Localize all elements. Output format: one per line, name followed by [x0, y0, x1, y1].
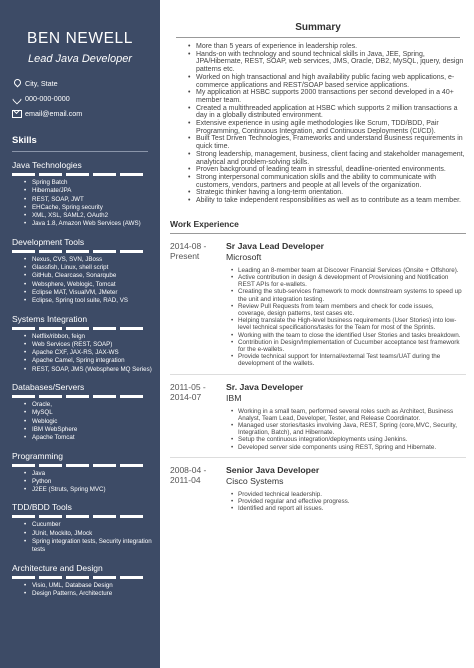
skill-item: • Apache CXF, JAX-RS, JAX-WS [24, 349, 160, 357]
job-title: Senior Java Developer [226, 464, 320, 475]
phone-row [12, 91, 160, 106]
skill-level-segment [12, 576, 35, 579]
skill-item: • IBM WebSphere [24, 426, 160, 434]
skill-level-segment [39, 250, 62, 253]
summary-item: • Ability to take independent responsibilities as well as to contribute as a team member. [196, 197, 466, 205]
skill-items [24, 401, 160, 442]
job-company: IBM [226, 392, 242, 403]
skill-items [24, 256, 160, 306]
summary-divider [176, 37, 460, 38]
skill-item: • EHCache, Spring security [24, 204, 160, 212]
skill-group [12, 563, 160, 599]
skill-level-bar [12, 327, 160, 330]
job-duty: • Working with the team to close the identified User Stories and tasks breakdown. [238, 332, 462, 339]
skill-item: • Apache Camel, Spring integration [24, 357, 160, 365]
summary-item: • Built Test Driven Technologies, Frameworks and understand Business requirements in quick time. [196, 135, 466, 150]
skill-level-segment [12, 395, 35, 398]
skill-level-segment [120, 173, 143, 176]
candidate-headline: Lead Java Developer [28, 53, 132, 65]
skill-group [12, 382, 160, 442]
skill-item: • Nexus, CVS, SVN, JBoss [24, 256, 160, 264]
skill-level-segment [120, 464, 143, 467]
location-row [12, 76, 160, 91]
skills-divider [12, 151, 148, 152]
skill-level-segment [39, 576, 62, 579]
job-body [226, 241, 462, 368]
skill-level-segment [120, 515, 143, 518]
job-duties [238, 267, 462, 368]
job-title: Sr Java Lead Developer [226, 240, 325, 251]
candidate-name: BEN NEWELL [27, 30, 133, 47]
summary-item: • Worked on high transactional and high availability public facing web applications, e-commerce applications and REST/SOAP based service applications. [196, 74, 466, 89]
skill-item: • Spring integration tests, Security integration tests [24, 538, 160, 555]
skill-item: • Eclipse, Spring tool suite, RAD, VS [24, 297, 160, 305]
email-text[interactable]: email@email.com [25, 109, 83, 118]
skill-group [12, 237, 160, 306]
skill-group [12, 160, 160, 229]
skill-level-segment [66, 515, 89, 518]
job-dates: 2011-05 - 2014-07 [170, 381, 206, 402]
phone-text: 000-000-0000 [25, 94, 70, 103]
skill-level-segment [120, 395, 143, 398]
skill-group [12, 314, 160, 374]
skill-level-segment [12, 464, 35, 467]
sidebar [0, 0, 160, 668]
skill-item: • Visio, UML, Database Design [24, 582, 160, 590]
skill-level-segment [66, 327, 89, 330]
skill-level-bar [12, 250, 160, 253]
job-duties [238, 408, 462, 451]
job-duty: • Developed server side components using REST, Spring and Hibernate. [238, 444, 462, 451]
job-duty: • Active contribution in design & development of Provisioning and Notification REST APIs for e-wallets. [238, 274, 462, 288]
skill-level-bar [12, 173, 160, 176]
skill-group-name: TDD/BDD Tools [12, 502, 72, 513]
skill-item: • GitHub, Clearcase, Sonarqube [24, 272, 160, 280]
job-duty: • Contribution in Design/Implementation of Cucumber acceptance test framework for the e-wallets. [238, 339, 462, 353]
job-duty: • Setup the continuous integration/deployments using Jenkins. [238, 436, 462, 443]
skill-items [24, 521, 160, 554]
skill-level-segment [66, 576, 89, 579]
job-duties [238, 491, 462, 513]
summary-item: • Hands-on with technology and sound technical skills in Java, JEE, Spring, JPA/Hibernate, REST, SOAP, web services, JMS, Oracle, DB2, MySQL, jquery, design patterns etc. [196, 51, 466, 74]
summary-item: • Extensive experience in using agile methodologies like Scrum, TDD/BDD, Pair Programming, Continuous Integration, and Continuous Deployments (CI/CD). [196, 120, 466, 135]
summary-heading: Summary [295, 22, 341, 33]
skill-level-bar [12, 395, 160, 398]
skill-item: • MySQL [24, 409, 160, 417]
skill-item: • Spring Batch [24, 179, 160, 187]
job-dates: 2014-08 - Present [170, 240, 207, 261]
summary-item: • More than 5 years of experience in leadership roles. [196, 43, 466, 51]
skill-item: • REST, SOAP, JMS (Websphere MQ Series) [24, 366, 160, 374]
skill-level-segment [93, 464, 116, 467]
skill-level-bar [12, 464, 160, 467]
skill-level-segment [39, 395, 62, 398]
skill-items [24, 470, 160, 495]
job-company: Cisco Systems [226, 475, 284, 486]
job-entry [170, 241, 466, 368]
job-entry [170, 382, 466, 451]
summary-item: • My application at HSBC supports 2000 transactions per second developed in a 40+ member team. [196, 89, 466, 104]
skill-item: • Weblogic [24, 418, 160, 426]
phone-icon [12, 94, 21, 103]
job-duty: • Identified and report all issues. [238, 505, 462, 512]
skill-item: • Python [24, 478, 160, 486]
job-list [170, 241, 466, 513]
job-duty: • Provided technical leadership. [238, 491, 462, 498]
skill-item: • Java [24, 470, 160, 478]
job-duty: • Helping translate the High-level business requirements (User Stories) into low-level technical specifications/tasks for the Team for most of the Sprints. [238, 317, 462, 331]
skill-item: • Apache Tomcat [24, 434, 160, 442]
skill-item: • Eclipse MAT, VisualVM, JMeter [24, 289, 160, 297]
skill-item: • Web Services (REST, SOAP) [24, 341, 160, 349]
skill-level-segment [39, 173, 62, 176]
work-experience-divider [170, 233, 466, 234]
skill-level-segment [93, 395, 116, 398]
skill-level-segment [66, 464, 89, 467]
job-title: Sr. Java Developer [226, 381, 304, 392]
skill-item: • Oracle, [24, 401, 160, 409]
skill-group-name: Architecture and Design [12, 562, 103, 573]
skill-item: • Java 1.8, Amazon Web Services (AWS) [24, 220, 160, 228]
job-duty: • Creating the stub-services framework to mock downstream systems to speed up the unit and integration testing. [238, 288, 462, 302]
skill-item: • J2EE (Struts, Spring MVC) [24, 486, 160, 494]
skill-items [24, 333, 160, 374]
skill-group-name: Databases/Servers [12, 382, 85, 393]
skill-level-segment [120, 250, 143, 253]
summary-item: • Proven background of leading team in stressful, deadline-oriented environments. [196, 166, 466, 174]
job-duty: • Managed user stories/tasks involving Java, REST, Spring (core,MVC, Security, Integration, Batch), and Hibernate. [238, 422, 462, 436]
skill-level-segment [12, 327, 35, 330]
skill-item: • Netflix/ribbon, feign [24, 333, 160, 341]
summary-item: • Strong interpersonal communication skills and the ability to communicate with customers, vendors, partners and people at all levels of the organization. [196, 174, 466, 189]
email-icon [12, 109, 21, 118]
job-duty: • Leading an 8-member team at Discover Financial Services (Onsite + Offshore). [238, 267, 462, 274]
skill-level-segment [66, 395, 89, 398]
work-experience-heading: Work Experience [170, 218, 239, 229]
skill-item: • Design Patterns, Architecture [24, 590, 160, 598]
location-text: City, State [25, 79, 58, 88]
skill-item: • JUnit, Mockito, JMock [24, 530, 160, 538]
job-entry [170, 465, 466, 513]
job-body [226, 382, 462, 451]
job-separator [170, 374, 466, 375]
skill-item: • XML, XSL, SAML2, OAuth2 [24, 212, 160, 220]
summary-item: • Strategic thinker having a long-term orientation. [196, 189, 466, 197]
skill-level-segment [39, 464, 62, 467]
skill-level-bar [12, 576, 160, 579]
skill-level-segment [66, 250, 89, 253]
summary-item: • Strong leadership, management, business, client facing and stakeholder management, analytical and problem-solving skills. [196, 151, 466, 166]
skill-item: • Glassfish, Linux, shell script [24, 264, 160, 272]
skill-level-segment [93, 576, 116, 579]
skill-level-segment [39, 515, 62, 518]
skill-group-name: Development Tools [12, 236, 85, 247]
skill-level-segment [120, 327, 143, 330]
skill-group [12, 451, 160, 495]
skill-level-bar [12, 515, 160, 518]
job-duty: • Provided regular and effective progress. [238, 498, 462, 505]
skill-level-segment [93, 515, 116, 518]
skill-level-segment [93, 327, 116, 330]
skill-items [24, 582, 160, 599]
job-separator [170, 457, 466, 458]
job-company: Microsoft [226, 251, 262, 262]
skill-level-segment [12, 173, 35, 176]
job-body [226, 465, 462, 513]
skill-item: • REST, SOAP, JWT [24, 196, 160, 204]
email-row[interactable] [12, 106, 160, 121]
skill-group-name: Systems Integration [12, 313, 88, 324]
skill-level-segment [120, 576, 143, 579]
job-duty: • Working in a small team, performed several roles such as Architect, Business Analyst, Team Lead, Developer, Tester, and Release Coordinator. [238, 408, 462, 422]
summary-list [196, 43, 466, 205]
main-content [170, 0, 466, 668]
skill-items [24, 179, 160, 229]
skill-level-segment [93, 250, 116, 253]
skill-groups [0, 160, 160, 598]
location-pin-icon [12, 79, 21, 88]
skill-level-segment [93, 173, 116, 176]
skill-level-segment [12, 515, 35, 518]
contact-info [12, 76, 160, 121]
skill-group [12, 502, 160, 554]
skill-group-name: Programming [12, 450, 64, 461]
skill-level-segment [66, 173, 89, 176]
skill-item: • Hibernate/JPA [24, 187, 160, 195]
skill-item: • Cucumber [24, 521, 160, 529]
skill-item: • Websphere, Weblogic, Tomcat [24, 281, 160, 289]
skill-level-segment [12, 250, 35, 253]
skill-level-segment [39, 327, 62, 330]
job-dates: 2008-04 - 2011-04 [170, 464, 207, 485]
job-duty: • Provide technical support for Internal/external Test teams/UAT during the development of the wallets. [238, 353, 462, 367]
job-duty: • Review Pull Requests from team members and check for code issues, coverage, design patterns, test cases etc. [238, 303, 462, 317]
summary-item: • Created a multithreaded application at HSBC which supports 2 million transactions a day in a globally distributed environment. [196, 105, 466, 120]
skills-heading: Skills [12, 135, 37, 146]
skill-group-name: Java Technologies [12, 160, 82, 170]
